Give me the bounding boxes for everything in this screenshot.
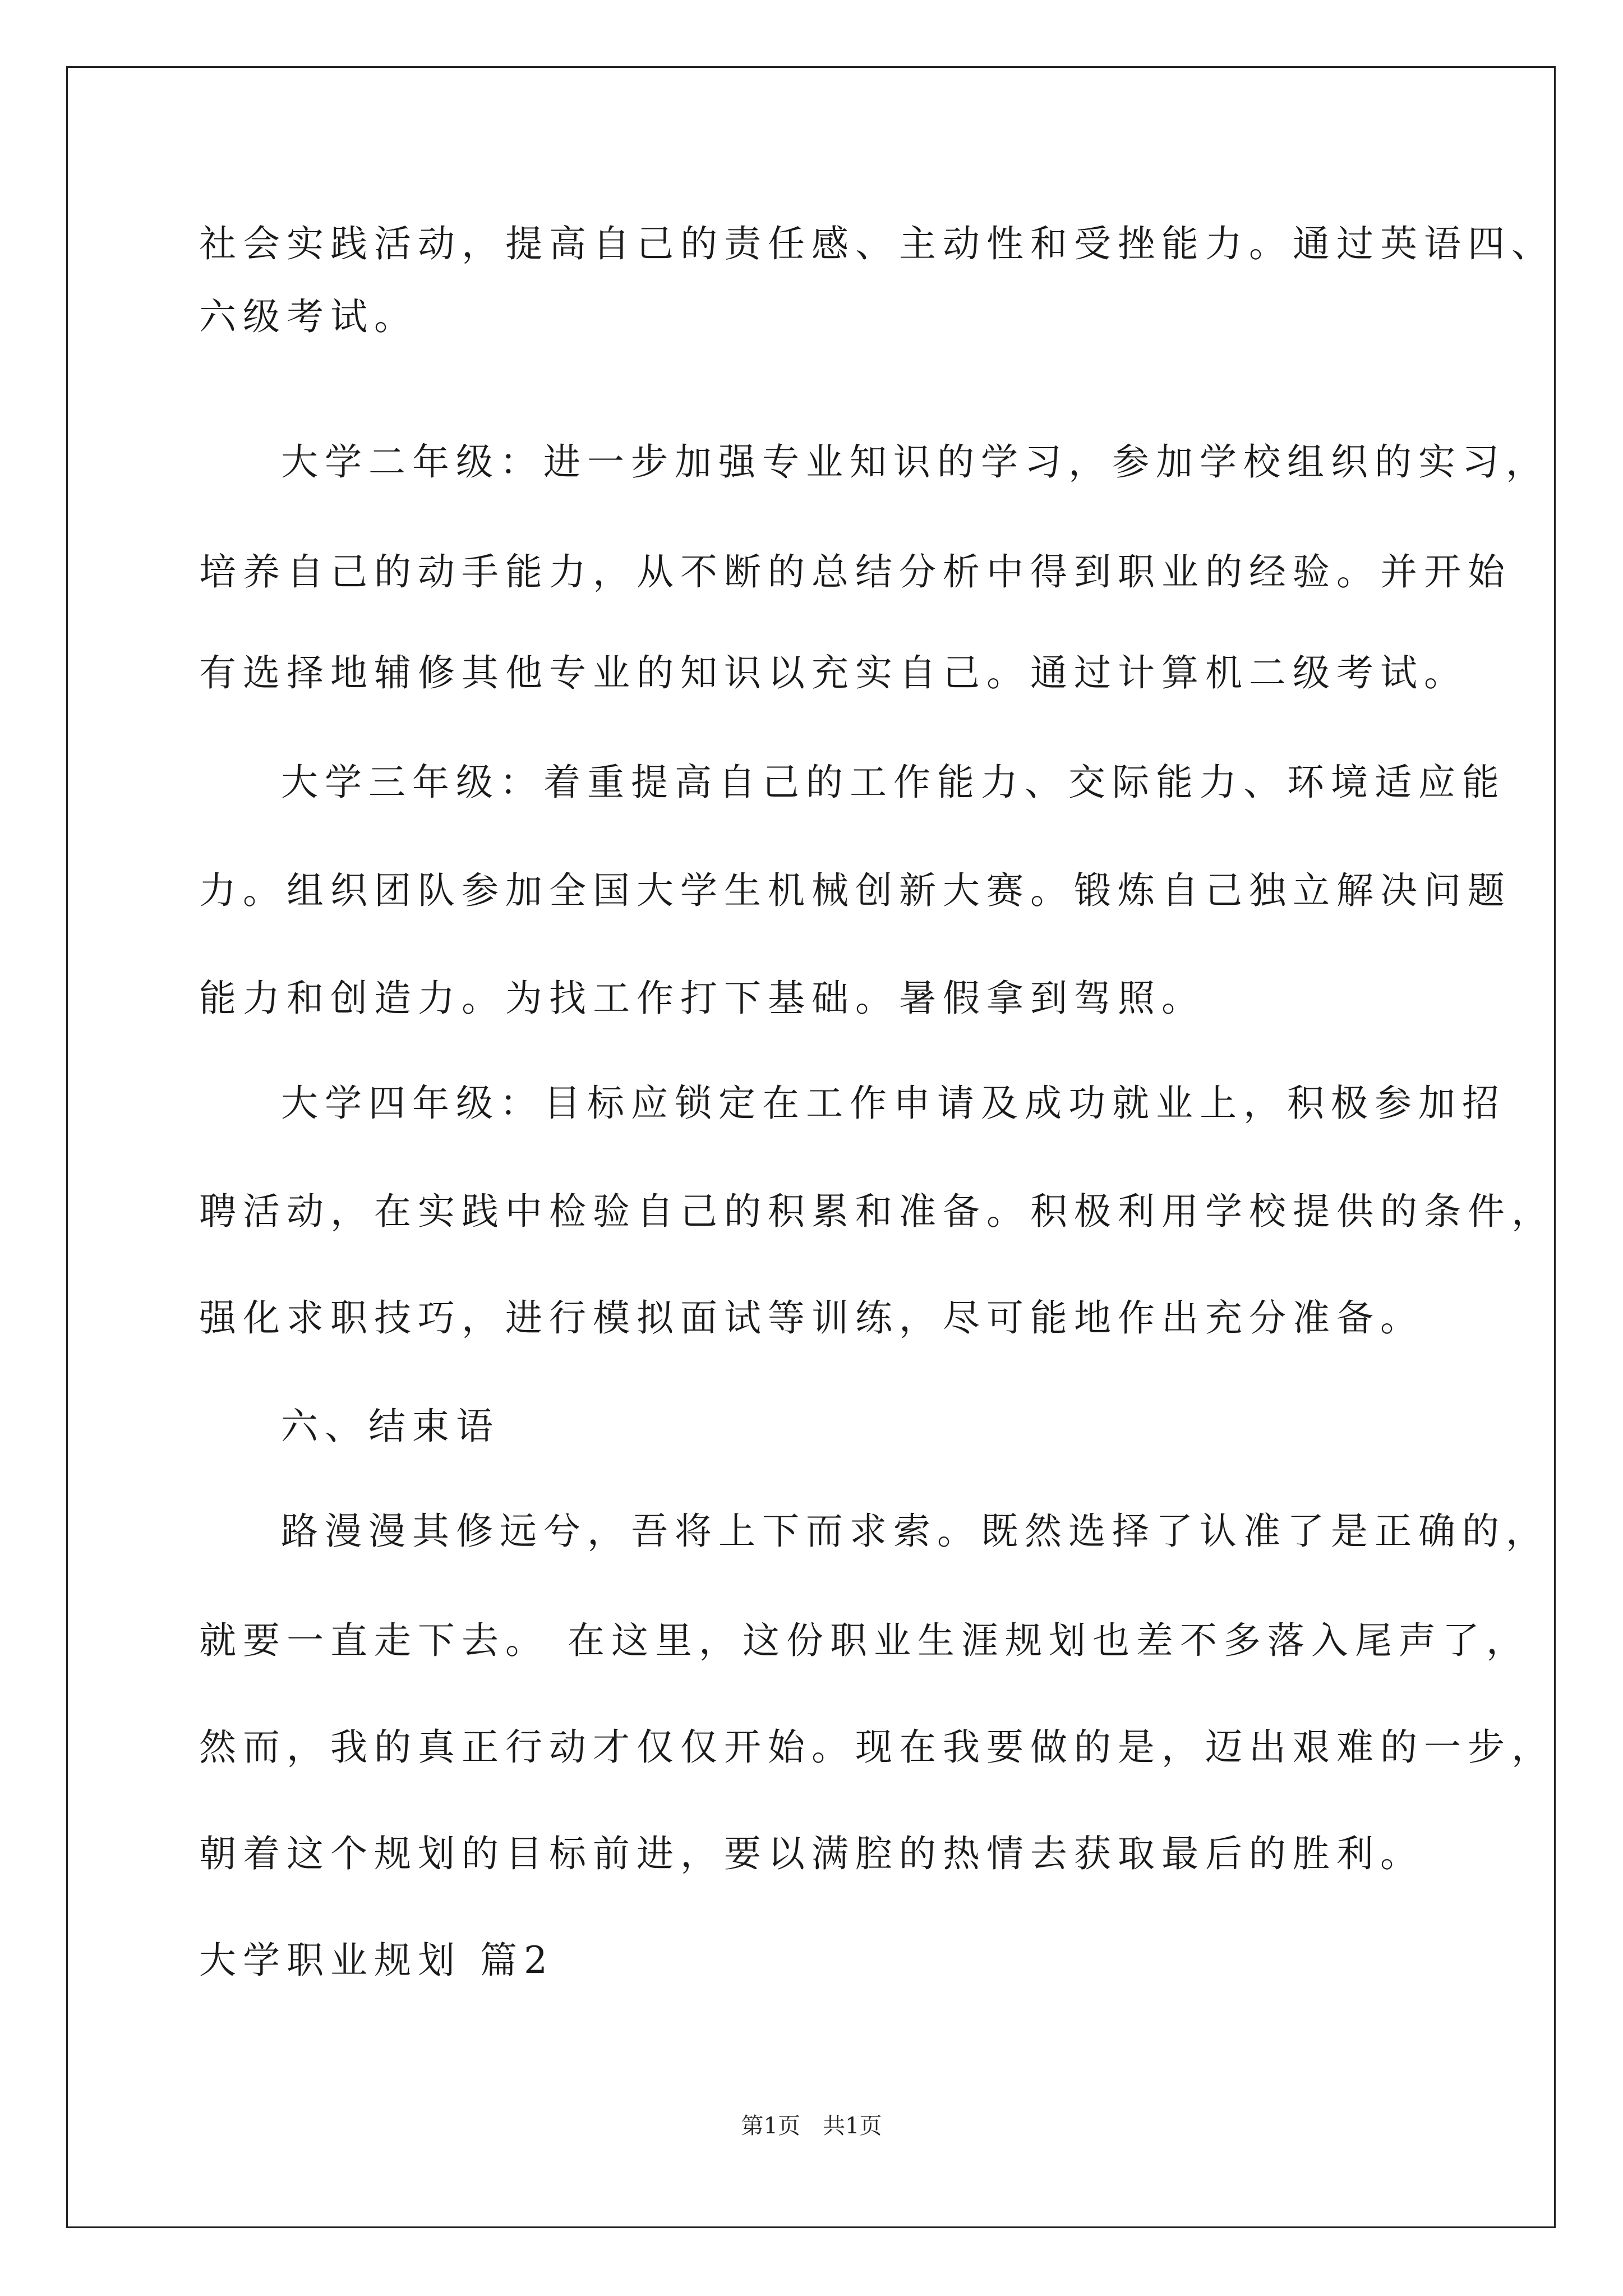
text-line: 然而，我的真正行动才仅仅开始。现在我要做的是，迈出艰难的一步，: [199, 1726, 1555, 1769]
text-line: 培养自己的动手能力，从不断的总结分析中得到职业的经验。并开始: [199, 550, 1511, 593]
text-line: 有选择地辅修其他专业的知识以充实自己。通过计算机二级考试。: [199, 651, 1468, 694]
text-line: 力。组织团队参加全国大学生机械创新大赛。锻炼自己独立解决问题: [199, 869, 1511, 912]
text-line: 社会实践活动，提高自己的责任感、主动性和受挫能力。通过英语四、: [199, 222, 1555, 265]
page-number-footer: 第1页 共1页: [741, 2113, 882, 2139]
text-line: 就要一直走下去。 在这里，这份职业生涯规划也差不多落入尾声了，: [199, 1619, 1530, 1662]
text-line: 聘活动，在实践中检验自己的积累和准备。积极利用学校提供的条件，: [199, 1190, 1555, 1233]
text-line: 六级考试。: [199, 295, 418, 338]
text-line: 能力和创造力。为找工作打下基础。暑假拿到驾照。: [199, 977, 1205, 1020]
text-line: 朝着这个规划的目标前进，要以满腔的热情去获取最后的胜利。: [199, 1832, 1424, 1875]
text-line: 强化求职技巧，进行模拟面试等训练，尽可能地作出充分准备。: [199, 1296, 1424, 1340]
paragraph-start: 大学三年级：着重提高自己的工作能力、交际能力、环境适应能: [281, 761, 1506, 804]
article-title: 大学职业规划 篇2: [199, 1939, 554, 1982]
section-heading: 六、结束语: [281, 1405, 500, 1448]
paragraph-start: 大学二年级：进一步加强专业知识的学习，参加学校组织的实习，: [281, 440, 1550, 484]
page-border: [66, 66, 1556, 2228]
paragraph-start: 大学四年级：目标应锁定在工作申请及成功就业上，积极参加招: [281, 1082, 1506, 1125]
paragraph-start: 路漫漫其修远兮，吾将上下而求索。既然选择了认准了是正确的，: [281, 1510, 1550, 1553]
